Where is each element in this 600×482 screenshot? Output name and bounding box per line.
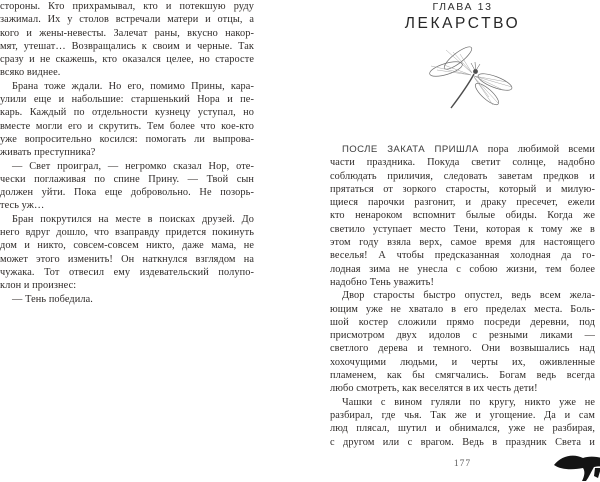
text-line: может этого изменить! Он наткнулся взглядом на (0, 253, 254, 265)
text-line: кого и жены-невесты. Залечат раны, вкусно накор- (0, 27, 254, 39)
text-line: клон и произнес: (0, 280, 77, 292)
text-line: любо смотреть, как веселятся в их честь дети! (330, 383, 538, 395)
text-line: уже вопросительно косился: помогать ли выпрова- (0, 133, 254, 145)
text-line: присмотром двух идолов с резными ликами — (330, 330, 595, 342)
text-line: светило уступает место Тени, которая к тому же в (330, 223, 595, 235)
text-line: хохочущими людьми, и черты их, оживленные (330, 356, 595, 368)
text-line: надобно Тень уважить! (330, 276, 434, 288)
chapter-title: ЛЕКАРСТВО (404, 15, 521, 32)
text-line: люд плясал, шутил и обнимался, уже не разбирая, (330, 423, 595, 435)
text-line: Брана тоже ждали. Но его, помимо Прины, кара- (12, 80, 254, 92)
text-line: дом и никто, совсем-совсем никто, даже мама, не (0, 240, 254, 252)
text-line: пламенем, как бы смягчались. Богам ведь всегда (330, 370, 595, 382)
text-line: — Свет проиграл, — негромко сказал Нор, оте- (12, 160, 254, 172)
text-line: кто ненароком вспомнит былые обиды. Когда же (330, 210, 595, 222)
text-line: чужака. Тот отвесил ему издевательский полупо- (0, 266, 254, 278)
text-line: Бран покрутился на месте в поисках друзей. До (12, 213, 254, 225)
left-page-text-column (0, 0, 254, 306)
right-page (330, 0, 595, 480)
text-line: чески поглаживая по спине Прину. — Твой сын (0, 173, 254, 185)
text-line: стороны. Кто прихрамывал, кто и потекшую руду (0, 1, 254, 12)
paragraph-lead-in: ПОСЛЕ ЗАКАТА ПРИШЛА (342, 144, 479, 155)
dragonfly-illustration-icon (429, 45, 519, 115)
text-line: этом году взяла верх, самое время для настоящего (330, 237, 595, 249)
text-line: с другом или с врагом. Ведь в праздник Света и (330, 436, 595, 448)
text-line: веселья! А чтобы предсказанная холодная да го- (330, 250, 595, 262)
text-line: мят, утешат… Возвращались к своим и черные. Так (0, 40, 254, 52)
chapter-number: ГЛАВА 13 (432, 1, 493, 13)
text-line: всяко виднее. (0, 67, 61, 79)
text-line: карь. Каждый по отдельности кузнецу уступал, но (0, 107, 254, 119)
text-line: прятаться от зоркого старосты, который и милую- (330, 183, 595, 195)
right-page-text-column (330, 143, 595, 449)
text-line: ПОСЛЕ ЗАКАТА ПРИШЛА пора любимой всеми (342, 144, 595, 155)
text-line: разбирал, где чья. Так же и угощение. Да и сам (330, 409, 595, 421)
text-line: лодная зима не унесла с собою жизни, тем более (330, 263, 595, 275)
text-line: вместе могли его и скрутить. Тем более что кое-кто (0, 120, 254, 132)
text-line: соблюдать приличия, следовать заветам предков и (330, 170, 595, 182)
text-line: светлого дерева и темного. Они возвышались над (330, 343, 595, 355)
text-line: живать преступника? (0, 147, 96, 159)
text-line: — Тень победила. (12, 293, 93, 305)
text-line: щиеся парочки разгонит, и драку пресечет, ежели (330, 197, 595, 209)
page-number: 177 (453, 459, 472, 469)
text-line: него вдруг дошло, что взаправду придется покинуть (0, 227, 254, 239)
text-line: должен уйти. Пока еще добровольно. Не позорь- (0, 187, 254, 199)
text-line: Двор старосты быстро опустел, ведь всем жела- (342, 290, 595, 302)
text-line: шой костер сложили прямо посреди деревни, под (330, 316, 595, 328)
raven-icon (553, 452, 600, 482)
text-line: сразу и не скажешь, кто оказался целее, но старосте (0, 54, 254, 66)
text-line: улили еще и набольшие: старшенький Нора и пе- (0, 94, 254, 106)
text-line: части праздника. Покуда светит солнце, надобно (330, 157, 595, 169)
text-line: тесь уж… (0, 200, 45, 212)
text-line: Чашки с вином гуляли по кругу, никто уже не (342, 396, 595, 408)
text-line: зажимал. Их у столов встречали матери и отцы, а (0, 14, 254, 26)
text-line: ющим уже не хватало в его пределах места. Боль- (330, 303, 595, 315)
